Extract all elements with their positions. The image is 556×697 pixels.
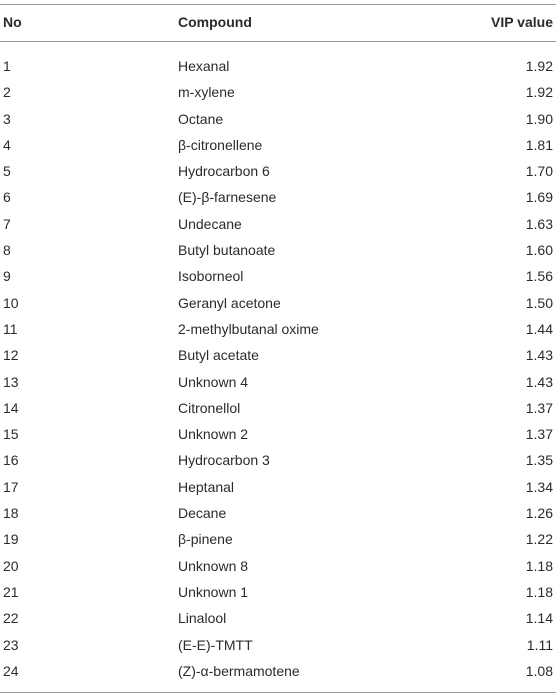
cell-no: 15 [3, 426, 19, 443]
table-row [0, 264, 556, 290]
cell-no: 7 [3, 215, 11, 232]
table-row [0, 422, 556, 448]
cell-vip-value: 1.37 [525, 399, 553, 416]
cell-compound: Heptanal [178, 478, 235, 495]
table-row [0, 238, 556, 264]
cell-compound: (E-E)-TMTT [178, 636, 253, 653]
cell-no: 9 [3, 268, 11, 285]
cell-vip-value: 1.92 [525, 84, 553, 101]
cell-no: 1 [3, 58, 11, 74]
cell-vip-value: 1.44 [525, 320, 553, 337]
table-header [0, 4, 556, 41]
table-row [0, 396, 556, 422]
table-row [0, 659, 556, 685]
table-row [0, 185, 556, 211]
table-row [0, 107, 556, 133]
table-row [0, 580, 556, 606]
cell-no: 24 [3, 662, 19, 679]
cell-vip-value: 1.14 [525, 610, 553, 627]
cell-vip-value: 1.60 [525, 242, 553, 259]
table-body [0, 54, 556, 685]
cell-no: 22 [3, 610, 19, 627]
table-row [0, 317, 556, 343]
cell-vip-value: 1.50 [525, 294, 553, 311]
cell-vip-value: 1.18 [525, 557, 553, 574]
cell-compound: Undecane [178, 215, 242, 232]
cell-vip-value: 1.43 [525, 347, 553, 364]
cell-vip-value: 1.26 [525, 505, 553, 522]
cell-no: 10 [3, 294, 19, 311]
cell-no: 8 [3, 242, 11, 259]
header-no: No [3, 14, 22, 30]
cell-no: 3 [3, 110, 11, 127]
cell-vip-value: 1.90 [525, 110, 553, 127]
cell-compound: Unknown 1 [178, 583, 249, 600]
table-row [0, 475, 556, 501]
cell-compound: Linalool [178, 610, 227, 627]
cell-compound: Hydrocarbon 3 [178, 452, 270, 469]
cell-vip-value: 1.63 [525, 215, 553, 232]
table-row [0, 291, 556, 317]
cell-no: 12 [3, 347, 19, 364]
cell-compound: Citronellol [178, 399, 241, 416]
cell-vip-value: 1.43 [525, 373, 553, 390]
cell-vip-value: 1.69 [525, 189, 553, 206]
cell-compound: Geranyl acetone [178, 294, 281, 311]
cell-no: 13 [3, 373, 19, 390]
header-compound: Compound [178, 14, 252, 30]
header-vip-value: VIP value [490, 14, 553, 30]
cell-no: 11 [3, 320, 18, 337]
table-header-rule [0, 41, 556, 42]
cell-compound: Unknown 2 [178, 426, 249, 443]
cell-compound: m-xylene [178, 84, 235, 101]
cell-vip-value: 1.34 [525, 478, 553, 495]
cell-compound: Decane [178, 505, 227, 522]
cell-no: 19 [3, 531, 19, 548]
table-row [0, 343, 556, 369]
cell-compound: Hexanal [178, 58, 230, 74]
cell-no: 17 [3, 478, 19, 495]
cell-compound: Unknown 8 [178, 557, 249, 574]
cell-vip-value: 1.56 [525, 268, 553, 285]
table-row [0, 159, 556, 185]
cell-vip-value: 1.70 [525, 163, 553, 180]
table-row [0, 606, 556, 632]
cell-no: 21 [3, 583, 19, 600]
cell-no: 14 [3, 399, 19, 416]
cell-no: 16 [3, 452, 19, 469]
cell-vip-value: 1.35 [525, 452, 553, 469]
table-row [0, 501, 556, 527]
cell-compound: Unknown 4 [178, 373, 249, 390]
cell-compound: β-citronellene [178, 136, 263, 153]
cell-vip-value: 1.11 [526, 636, 553, 653]
cell-compound: (E)-β-farnesene [178, 189, 277, 206]
cell-vip-value: 1.81 [525, 136, 553, 153]
table-row [0, 370, 556, 396]
cell-compound: 2-methylbutanal oxime [178, 320, 319, 337]
table-row [0, 448, 556, 474]
cell-no: 18 [3, 505, 19, 522]
cell-compound: Hydrocarbon 6 [178, 163, 270, 180]
cell-compound: Octane [178, 110, 224, 127]
cell-compound: Butyl butanoate [178, 242, 276, 259]
table-row [0, 554, 556, 580]
cell-vip-value: 1.18 [525, 583, 553, 600]
cell-compound: Butyl acetate [178, 347, 259, 364]
cell-no: 20 [3, 557, 19, 574]
cell-compound: (Z)-α-bermamotene [178, 662, 300, 679]
cell-no: 4 [3, 136, 11, 153]
table-row [0, 133, 556, 159]
cell-no: 2 [3, 84, 11, 101]
table-row [0, 80, 556, 106]
cell-no: 23 [3, 636, 19, 653]
table-bottom-rule [0, 692, 556, 693]
table-row [0, 212, 556, 238]
cell-no: 6 [3, 189, 11, 206]
cell-vip-value: 1.92 [525, 58, 553, 74]
cell-no: 5 [3, 163, 11, 180]
cell-vip-value: 1.22 [525, 531, 553, 548]
table-row [0, 54, 556, 80]
cell-compound: β-pinene [178, 531, 233, 548]
cell-compound: Isoborneol [178, 268, 244, 285]
table-row [0, 633, 556, 659]
cell-vip-value: 1.37 [525, 426, 553, 443]
table-row [0, 527, 556, 553]
cell-vip-value: 1.08 [525, 662, 553, 679]
